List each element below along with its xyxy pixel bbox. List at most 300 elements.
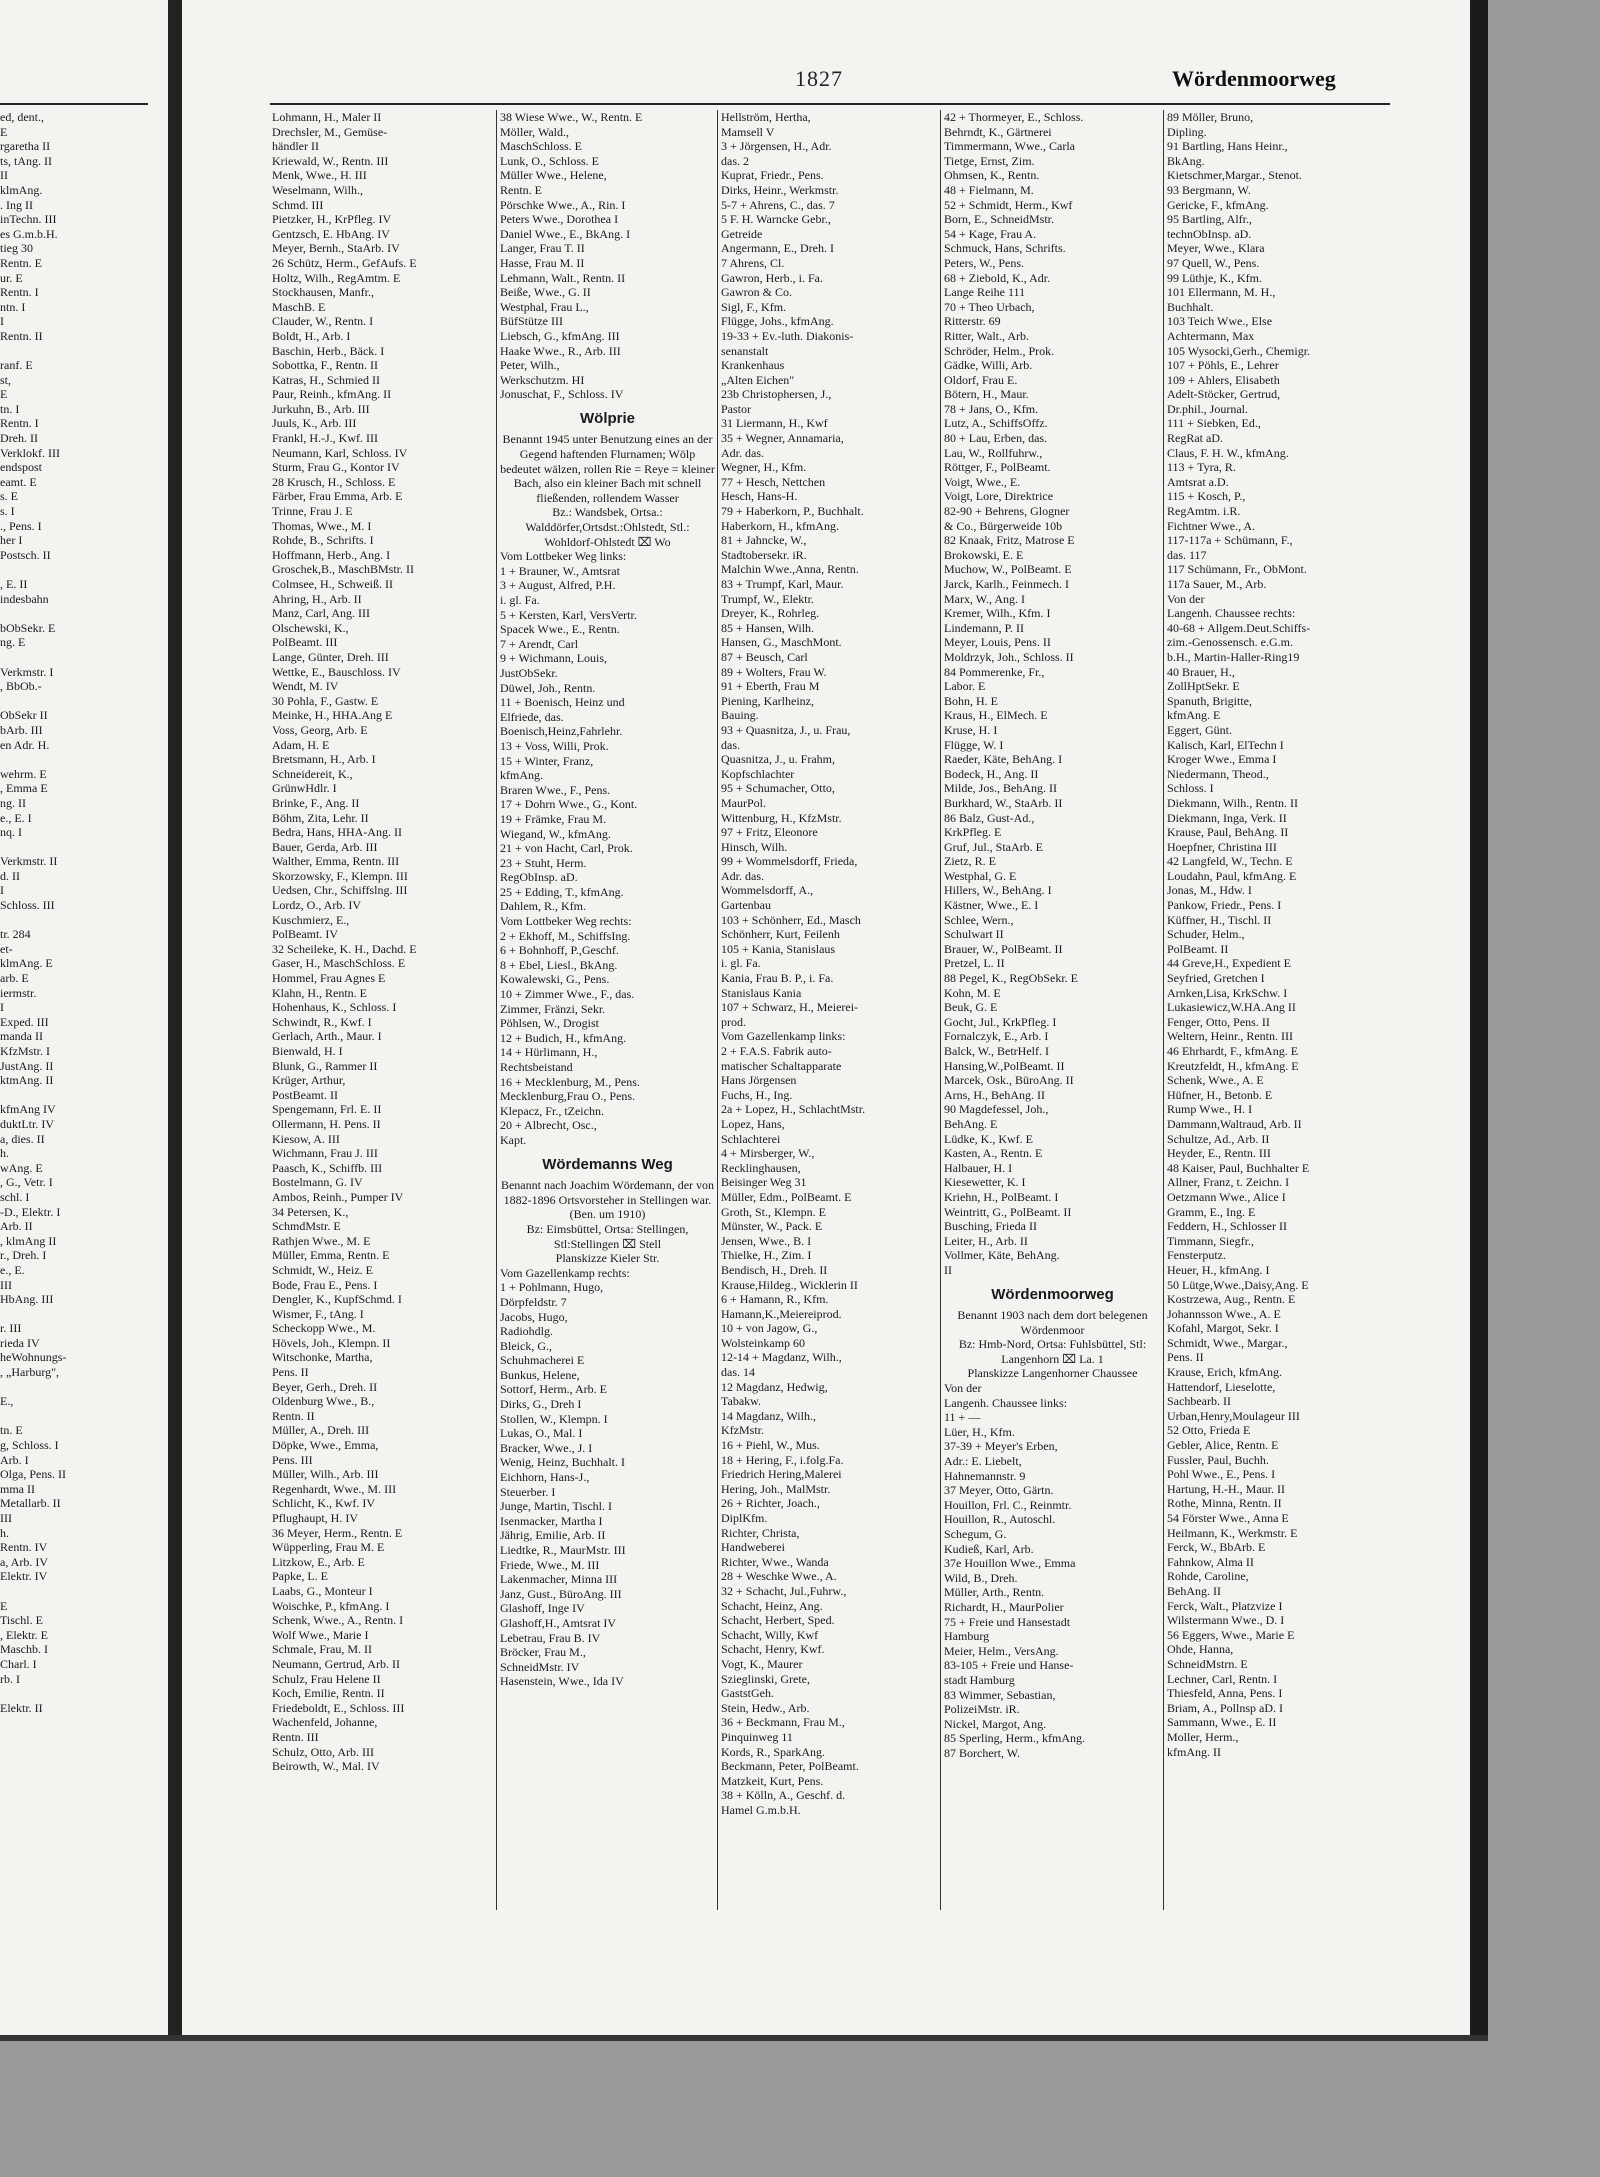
directory-entry: 28 Krusch, H., Schloss. E [272,474,396,489]
stub-entry [0,606,160,621]
directory-entry: 13 + Voss, Willi, Prok. [500,738,609,753]
directory-entry: Dirks, G., Dreh I [500,1397,582,1412]
directory-entry: Gerlach, Arth., Maur. I [272,1029,382,1044]
stub-entry: duktLtr. IV [0,1116,54,1131]
directory-entry: Krause,Hildeg., Wicklerin II [721,1277,858,1292]
directory-entry: Wilstermann Wwe., D. I [1167,1613,1285,1628]
directory-entry: Jonuschat, F., Schloss. IV [500,387,624,402]
stub-entry [0,650,160,665]
header-rule [270,103,1390,105]
directory-entry: 4 + Mirsberger, W., [721,1146,815,1161]
directory-entry: Beiße, Wwe., G. II [500,285,591,300]
directory-entry: Adr. das. [721,445,764,460]
directory-entry: 14 + Hürlimann, H., [500,1045,598,1060]
stub-entry: -D., Elektr. I [0,1204,61,1219]
directory-entry: Fahnkow, Alma II [1167,1554,1254,1569]
directory-entry: 37-39 + Meyer's Erben, [944,1439,1058,1454]
stub-entry: rb. I [0,1671,20,1686]
directory-entry: Dipling. [1167,124,1207,139]
directory-entry: 11 + — [944,1410,981,1425]
page-bottom-edge [0,2035,1488,2041]
directory-entry: PolBeamt. II [1167,941,1229,956]
directory-entry: Voigt, Wwe., E. [944,474,1021,489]
directory-entry: Schlicht, K., Kwf. IV [272,1496,375,1511]
stub-entry: klmAng. E [0,956,53,971]
directory-entry: 89 Möller, Bruno, [1167,110,1254,124]
stub-entry: arb. E [0,971,29,986]
directory-entry: Timmermann, Wwe., Carla [944,139,1075,154]
directory-entry: Adr.: E. Liebelt, [944,1454,1022,1469]
directory-entry: Schacht, Herbert, Sped. [721,1613,835,1628]
directory-entry: Flügge, Johs., kfmAng. [721,314,834,329]
directory-entry: 105 + Kania, Stanislaus [721,941,836,956]
directory-entry: 2a + Lopez, H., SchlachtMstr. [721,1102,866,1117]
directory-entry: Lunk, O., Schloss. E [500,153,599,168]
stub-entry: iermstr. [0,985,37,1000]
directory-entry: Schlachterei [721,1131,781,1146]
directory-entry: technObInsp. aD. [1167,226,1252,241]
stub-entry: d. II [0,868,20,883]
stub-entry: bArb. III [0,722,43,737]
directory-entry: zim.-Genossensch. e.G.m. [1167,635,1293,650]
directory-entry: 42 + Thormeyer, E., Schloss. [944,110,1084,124]
directory-entry: Heuer, H., kfmAng. I [1167,1262,1270,1277]
directory-entry: Briam, A., Pollnsp aD. I [1167,1700,1283,1715]
directory-entry: Klahn, H., Rentn. E [272,985,367,1000]
directory-entry: kfmAng. E [1167,708,1221,723]
directory-entry: Hering, Joh., MalMstr. [721,1481,831,1496]
directory-entry: Friedrich Hering,Malerei [721,1467,842,1482]
directory-entry: Glashoff, Inge IV [500,1601,585,1616]
directory-entry: Amtsrat a.D. [1167,474,1229,489]
stub-entry: et- [0,941,13,956]
stub-entry [0,1088,160,1103]
stub-entry: wAng. E [0,1160,43,1175]
directory-entry: Bedra, Hans, HHA-Ang. II [272,825,402,840]
stub-entry: Postsch. II [0,547,51,562]
directory-entry: Janz, Gust., BüroAng. III [500,1586,622,1601]
directory-entry: Lechner, Carl, Rentn. I [1167,1671,1278,1686]
directory-entry: Trumpf, W., Elektr. [721,591,814,606]
directory-entry: Kremer, Wilh., Kfm. I [944,606,1051,621]
directory-entry: 6 + Hamann, R., Kfm. [721,1292,829,1307]
stub-entry: , Elektr. E [0,1627,48,1642]
stub-entry: Verklokf. III [0,445,60,460]
directory-entry: Born, E., SchneidMstr. [944,212,1054,227]
directory-entry: Busching, Frieda II [944,1219,1037,1234]
directory-entry: 52 Otto, Frieda E [1167,1423,1251,1438]
directory-entry: 50 Lütge,Wwe.,Daisy,Ang. E [1167,1277,1309,1292]
directory-entry: Krause, Paul, BehAng. II [1167,825,1289,840]
directory-entry: 35 + Wegner, Annamaria, [721,431,844,446]
directory-entry: PostBeamt. II [272,1087,338,1102]
directory-entry: Clauder, W., Rentn. I [272,314,374,329]
directory-entry: Weltern, Heinr., Rentn. III [1167,1029,1293,1044]
directory-entry: Feddern, H., Schlosser II [1167,1219,1287,1234]
directory-entry: 31 Liermann, H., Kwf [721,416,828,431]
directory-entry: BehAng. E [944,1116,998,1131]
directory-entry: Voigt, Lore, Direktrice [944,489,1054,504]
directory-entry: Bauing. [721,708,759,723]
directory-entry: Hövels, Joh., Klempn. II [272,1335,391,1350]
stub-entry: e., E. [0,1262,25,1277]
directory-entry: Kästner, Wwe., E. I [944,898,1039,913]
directory-entry: Niedermann, Theod., [1167,766,1269,781]
directory-entry: Schultze, Ad., Arb. II [1167,1131,1270,1146]
directory-entry: 48 + Fielmann, M. [944,182,1034,197]
directory-entry: Sobottka, F., Rentn. II [272,358,379,373]
directory-column-4 [944,110,1161,1761]
directory-entry: Braren Wwe., F., Pens. [500,782,611,797]
directory-entry: Peters Wwe., Dorothea I [500,212,619,227]
directory-entry: Rechtsbeistand [500,1060,573,1074]
directory-entry: Klepacz, Fr., tZeichn. [500,1103,604,1118]
directory-entry: 8 + Ebel, Liesl., BkAng. [500,957,618,972]
stub-entry: Rentn. IV [0,1540,48,1555]
directory-entry: Koch, Emilie, Rentn. II [272,1686,385,1701]
directory-entry: Voss, Georg, Arb. E [272,722,368,737]
stub-entry: , Emma E [0,781,48,796]
directory-entry: Kriehn, H., PolBeamt. I [944,1189,1059,1204]
directory-entry: Friede, Wwe., M. III [500,1557,600,1572]
directory-entry: Meyer, Bernh., StaArb. IV [272,241,400,256]
directory-entry: Manz, Carl, Ang. III [272,606,370,621]
directory-entry: Litzkow, E., Arb. E [272,1554,365,1569]
directory-entry: Wommelsdorff, A., [721,883,814,898]
directory-entry: Bleick, G., [500,1338,552,1353]
stub-entry: Dreh. II [0,431,38,446]
directory-entry: 34 Petersen, K., [272,1204,349,1219]
directory-entry: 26 Schütz, Herm., GefAufs. E [272,255,417,270]
directory-entry: Kords, R., SparkAng. [721,1744,825,1759]
stub-entry [0,1409,160,1424]
stub-entry: ktmAng. II [0,1073,54,1088]
stub-entry: manda II [0,1029,43,1044]
directory-entry: Bode, Frau E., Pens. I [272,1277,378,1292]
directory-entry: Hommel, Frau Agnes E [272,971,386,986]
directory-entry: Sammann, Wwe., E. II [1167,1715,1277,1730]
directory-entry: Kiesewetter, K. I [944,1175,1026,1190]
directory-entry: Wiegand, W., kfmAng. [500,826,611,841]
directory-entry: Sturm, Frau G., Kontor IV [272,460,400,475]
directory-entry: Hahnemannstr. 9 [944,1468,1026,1483]
directory-entry: Stockhausen, Manfr., [272,285,374,300]
directory-entry: Bötern, H., Maur. [944,387,1029,402]
stub-entry: h. [0,1525,9,1540]
directory-entry: Handweberei [721,1540,785,1555]
directory-entry: Kohn, M. E [944,985,1001,1000]
directory-entry: Mamsell V [721,124,775,139]
directory-entry: Bendisch, H., Dreh. II [721,1262,828,1277]
stub-entry: I [0,314,4,329]
stub-entry: bObSekr. E [0,620,56,635]
directory-entry: II [944,1262,952,1277]
directory-entry: Thomas, Wwe., M. I [272,518,372,533]
directory-entry: Brinke, F., Ang. II [272,795,360,810]
directory-entry: Nickel, Margot, Ang. [944,1716,1047,1731]
directory-entry: Behrndt, K., Gärtnerei [944,124,1052,139]
directory-entry: Pöhlsen, W., Drogist [500,1016,600,1031]
stub-entry: , E. II [0,577,28,591]
directory-entry: Westphal, Frau L., [500,299,589,314]
stub-entry: s. E [0,489,18,504]
directory-entry: Sigl, F., Kfm. [721,299,787,314]
directory-entry: Weintritt, G., PolBeamt. II [944,1204,1072,1219]
directory-entry: 82 Knaak, Fritz, Matrose E [944,533,1075,548]
directory-entry: 2 + Ekhoff, M., SchiffsIng. [500,928,631,943]
directory-entry: Rentn. II [272,1408,315,1423]
directory-entry: 101 Ellermann, M. H., [1167,285,1276,300]
directory-entry: Fensterputz. [1167,1248,1226,1263]
directory-entry: Boldt, H., Arb. I [272,328,351,343]
directory-entry: Langer, Frau T. II [500,241,585,256]
directory-entry: 105 Wysocki,Gerh., Chemigr. [1167,343,1311,358]
stub-entry: ur. E [0,270,23,285]
directory-entry: 37 Meyer, Otto, Gärtn. [944,1483,1054,1498]
directory-entry: Gentzsch, E. HbAng. IV [272,226,390,241]
directory-entry: 91 + Eberth, Frau M [721,679,820,694]
directory-entry: matischer Schaltapparate [721,1058,842,1073]
directory-entry: Sottorf, Herm., Arb. E [500,1382,607,1397]
directory-entry: Kalisch, Karl, ElTechn I [1167,737,1284,752]
directory-entry: Junge, Martin, Tischl. I [500,1499,613,1514]
directory-entry: Stadtobersekr. iR. [721,547,807,562]
directory-entry: Hartung, H.-H., Maur. II [1167,1481,1285,1496]
directory-entry: BehAng. II [1167,1583,1221,1598]
directory-entry: Olschewski, K., [272,620,349,635]
directory-entry: RegAmtm. i.R. [1167,504,1241,519]
directory-entry: Küffner, H., Tischl. II [1167,912,1272,927]
directory-entry: Ohmsen, K., Rentn. [944,168,1040,183]
page-right-edge [1470,0,1488,2035]
directory-entry: Hesch, Hans-H. [721,489,798,504]
directory-entry: 85 + Hansen, Wilh. [721,620,815,635]
directory-entry: 9 + Wichmann, Louis, [500,651,608,666]
directory-entry: 107 + Pöhls, E., Lehrer [1167,358,1279,373]
directory-entry: Schwindt, R., Kwf. I [272,1014,372,1029]
directory-entry: Groschek,B., MaschBMstr. II [272,562,414,577]
directory-entry: 44 Greve,H., Expedient E [1167,956,1291,971]
directory-entry: 83 Wimmer, Sebastian, [944,1687,1056,1702]
directory-entry: 16 + Piehl, W., Mus. [721,1438,820,1453]
directory-entry: Krankenhaus [721,358,785,373]
directory-entry: 6 + Bohnhoff, P.,Geschf. [500,943,619,958]
directory-entry: Wild, B., Dreh. [944,1570,1018,1585]
directory-entry: Lange, Günter, Dreh. III [272,649,389,664]
directory-entry: Adr. das. [721,868,764,883]
directory-entry: Fussler, Paul, Buchh. [1167,1452,1269,1467]
stub-entry: Schloss. III [0,898,55,913]
stub-entry: HbAng. III [0,1292,54,1307]
directory-entry: Lüdke, K., Kwf. E [944,1131,1033,1146]
directory-entry: 23b Christophersen, J., [721,387,832,402]
directory-entry: Schulz, Frau Helene II [272,1671,381,1686]
directory-entry: Vom Gazellenkamp rechts: [500,1265,630,1280]
directory-entry: 42 Langfeld, W., Techn. E [1167,854,1293,869]
directory-entry: 107 + Schwarz, H., Meierei- [721,1000,859,1015]
directory-entry: Baschin, Herb., Bäck. I [272,343,385,358]
stub-entry: , klmAng II [0,1233,57,1248]
street-heading: Wördenmoorweg [991,1285,1114,1303]
directory-entry: Burkhard, W., StaArb. II [944,795,1063,810]
directory-entry: Schacht, Henry, Kwf. [721,1642,825,1657]
directory-entry: Rump Wwe., H. I [1167,1102,1253,1117]
directory-entry: Schmd. III [272,197,324,212]
directory-entry: RegRat aD. [1167,431,1223,446]
directory-entry: 95 + Schumacher, Otto, [721,781,835,796]
directory-entry: 5 + Kersten, Karl, VersVertr. [500,607,637,622]
directory-entry: 32 + Schacht, Jul.,Fuhrw., [721,1583,847,1598]
directory-entry: Woischke, P., kfmAng. I [272,1598,390,1613]
directory-entry: SchneidMstr. IV [500,1659,580,1674]
directory-entry: 111 + Siebken, Ed., [1167,416,1261,431]
directory-entry: Wettke, E., Bauschloss. IV [272,664,401,679]
directory-entry: 87 + Beusch, Carl [721,649,808,664]
directory-entry: Pens. II [272,1365,309,1380]
stub-entry: Elektr. IV [0,1569,48,1584]
stub-entry: her I [0,533,23,548]
directory-entry: das. [721,737,740,752]
directory-entry: 54 Förster Wwe., Anna E [1167,1511,1289,1525]
directory-entry: Ferck, Walt., Platzvize I [1167,1598,1283,1613]
directory-entry: 103 Teich Wwe., Else [1167,314,1273,329]
directory-entry: Diekmann, Wilh., Rentn. II [1167,795,1298,810]
directory-entry: Malchin Wwe.,Anna, Rentn. [721,562,859,577]
directory-entry: 103 + Schönherr, Ed., Masch [721,912,861,927]
stub-entry: III [0,1277,12,1292]
directory-entry: Schuhmacherei E [500,1353,585,1368]
directory-entry: Gocht, Jul., KrkPfleg. I [944,1014,1057,1029]
directory-entry: Paur, Reinh., kfmAng. II [272,387,392,402]
directory-entry: 21 + von Hacht, Carl, Prok. [500,841,633,856]
directory-entry: senanstalt [721,343,769,358]
directory-entry: 12-14 + Magdanz, Wilh., [721,1350,842,1365]
directory-entry: 14 Magdanz, Wilh., [721,1408,816,1423]
directory-entry: 12 + Budich, H., kfmAng. [500,1030,627,1045]
directory-entry: Lutz, A., SchiffsOffz. [944,416,1048,431]
stub-entry: , G., Vetr. I [0,1175,53,1190]
directory-entry: 95 Bartling, Alfr., [1167,212,1252,227]
directory-entry: Hasenstein, Wwe., Ida IV [500,1674,624,1689]
directory-entry: Spanuth, Brigitte, [1167,693,1252,708]
directory-entry: Kietschmer,Margar., Stenot. [1167,168,1302,183]
stub-entry [0,694,160,709]
directory-entry: Düwel, Joh., Rentn. [500,680,596,695]
directory-entry: Meinke, H., HHA.Ang E [272,708,393,723]
directory-entry: Wendt, M. IV [272,679,339,694]
directory-entry: Liedtke, R., MaurMstr. III [500,1543,626,1557]
directory-entry: Sachbearb. II [1167,1394,1231,1409]
directory-entry: Jarck, Karlh., Feinmech. I [944,577,1069,591]
street-description: Benannt nach Joachim Wördemann, der von 1882-1896 Ortsvorsteher in Stellingen war. (Ben. um 1910) [500,1178,715,1222]
directory-entry: Juuls, K., Arb. III [272,416,357,431]
page-gutter [168,0,182,2035]
stub-entry: Rentn. II [0,328,43,343]
directory-entry: Wismer, F., tAng. I [272,1306,364,1321]
directory-entry: Wolsteinkamp 60 [721,1335,806,1350]
directory-entry: PolBeamt. IV [272,927,338,942]
directory-entry: Labor. E [944,679,986,694]
directory-entry: 3 + August, Alfred, P.H. [500,578,616,593]
stub-entry: ntn. I [0,299,26,314]
directory-entry: Schegum, G. [944,1527,1007,1541]
stub-entry: KfzMstr. I [0,1044,50,1058]
directory-entry: 10 + Zimmer Wwe., F., das. [500,987,635,1002]
directory-entry: 87 Borchert, W. [944,1745,1020,1760]
directory-entry: Fichtner Wwe., A. [1167,518,1256,533]
directory-entry: Hellström, Hertha, [721,110,811,124]
directory-entry: Bodeck, H., Ang. II [944,766,1039,781]
directory-entry: Schmidt, Wwe., Margar., [1167,1335,1288,1350]
directory-entry: Neumann, Karl, Schloss. IV [272,445,408,460]
directory-entry: Adam, H. E [272,737,330,752]
directory-entry: Beuk, G. E [944,1000,998,1015]
directory-entry: Dahlem, R., Kfm. [500,899,586,914]
stub-entry: III [0,1511,12,1525]
directory-entry: Gruf, Jul., StaArb. E [944,839,1043,854]
directory-entry: Holtz, Wilh., RegAmtm. E [272,270,401,285]
directory-entry: 86 Balz, Gust-Ad., [944,810,1035,825]
directory-entry: Rohde, Caroline, [1167,1569,1249,1584]
directory-entry: Röttger, F., PolBeamt. [944,460,1051,475]
directory-entry: Lange Reihe 111 [944,285,1026,300]
directory-entry: Von der [944,1381,982,1396]
column-divider [1163,110,1164,1910]
directory-entry: Langenh. Chaussee rechts: [1167,606,1296,621]
stub-entry: Verkmstr. I [0,664,54,679]
directory-entry: Oldorf, Frau E. [944,372,1018,387]
directory-entry: Schmidt, W., Heiz. E [272,1262,373,1277]
directory-entry: Milde, Jos., BehAng. II [944,781,1057,796]
directory-entry: Kroger Wwe., Emma I [1167,752,1277,767]
directory-column-1 [272,110,494,1774]
stub-entry [0,344,160,359]
directory-entry: Kapt. [500,1132,527,1147]
directory-entry: Weselmann, Wilh., [272,182,363,197]
directory-entry: Claus, F. H. W., kfmAng. [1167,445,1289,460]
directory-entry: 36 + Beckmann, Frau M., [721,1715,845,1730]
stub-entry: Tischl. E [0,1613,43,1628]
directory-entry: das. 117 [1167,547,1207,562]
directory-entry: 10 + von Jagow, G., [721,1321,818,1336]
directory-entry: 117 Schümann, Fr., ObMont. [1167,562,1307,577]
directory-entry: Halbauer, H. I [944,1160,1013,1175]
directory-entry: Hoepfner, Christina III [1167,839,1277,854]
directory-entry: 85 Sperling, Herm., kfmAng. [944,1731,1085,1746]
directory-entry: Gädke, Willi, Arb. [944,358,1033,373]
stub-entry: E [0,1598,8,1613]
stub-entry: JustAng. II [0,1058,54,1073]
directory-entry: Schulz, Otto, Arb. III [272,1744,374,1759]
directory-entry: Hasse, Frau M. II [500,255,585,270]
directory-entry: Dirks, Heinr., Werkmstr. [721,182,839,197]
street-description: Benannt 1945 unter Benutzung eines an der Gegend haftenden Flurnamen; Wölp bedeutet wälzen, rollen Rie = Reye = kleiner Bach, also ein kleiner Bach mit schnell fließenden, rollendem Wasser [500,432,715,505]
directory-entry: Meyer, Louis, Pens. II [944,635,1051,650]
directory-entry: Vogt, K., Maurer [721,1656,803,1671]
directory-entry: Buchhalt. [1167,299,1214,314]
directory-entry: Schloss. I [1167,781,1214,796]
stub-entry: ranf. E [0,358,33,373]
directory-entry: KrkPfleg. E [944,825,1002,840]
stub-entry: E [0,387,8,402]
stub-entry: Rentn. I [0,285,39,300]
stub-entry: , „Harburg", [0,1365,59,1380]
directory-entry: Timmann, Siegfr., [1167,1233,1254,1248]
directory-entry: Schulwart II [944,927,1004,942]
directory-entry: Wenig, Heinz, Buchhalt. I [500,1455,625,1470]
directory-entry: das. 14 [721,1365,755,1380]
street-plan-reference: Planskizze Langenhorner Chaussee [967,1366,1138,1381]
